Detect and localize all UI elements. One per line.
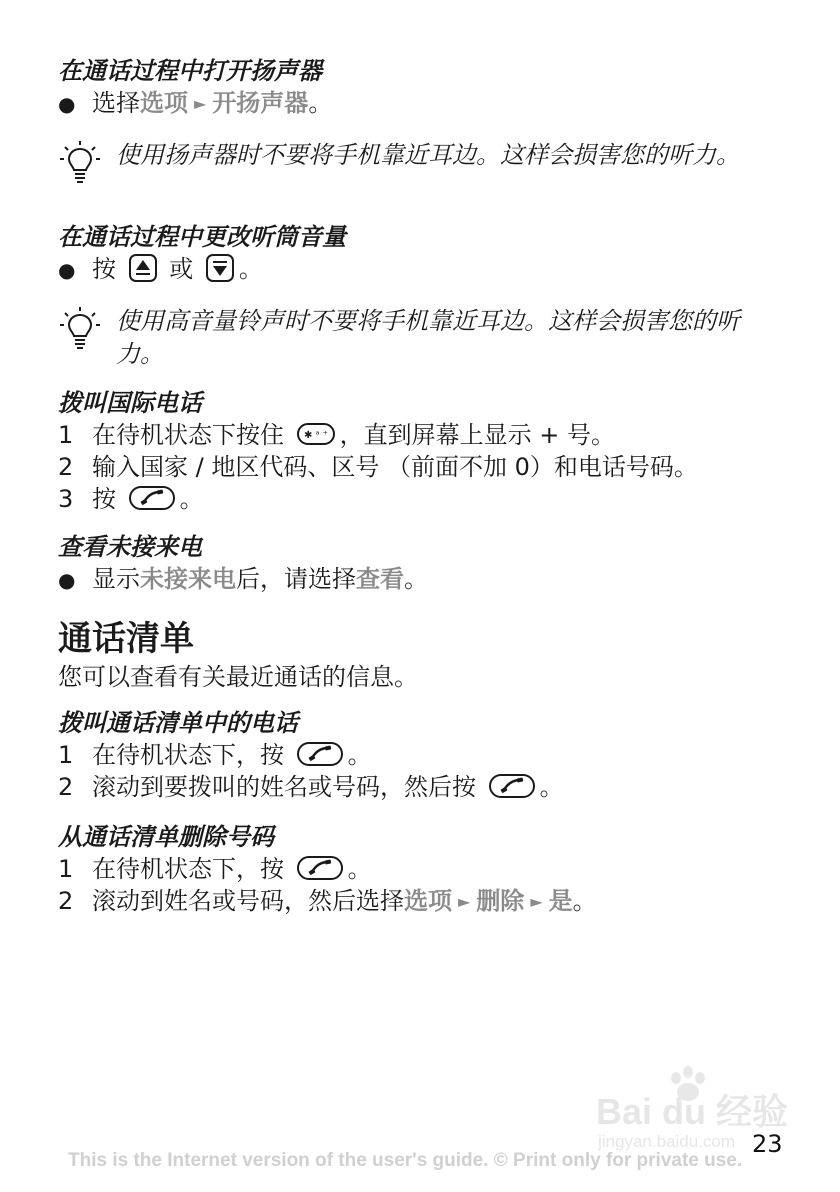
svg-text:✱ ᵃ ⁺: ✱ ᵃ ⁺: [303, 430, 328, 441]
section-title-dial-from-list: 拨叫通话清单中的电话: [58, 709, 298, 737]
step-text: 在待机状态下，按: [92, 855, 284, 883]
item-text: 选择: [92, 89, 140, 117]
bullet-item-missed: [58, 564, 428, 595]
step-text: 。: [347, 741, 372, 769]
item-end: 。: [308, 89, 333, 117]
arrow-icon: ►: [530, 892, 543, 911]
step-number: 3: [58, 485, 74, 513]
tip-text-volume: 使用高音量铃声时不要将手机靠近耳边。这样会损害您的听力。: [116, 307, 740, 368]
bullet-marker: ●: [58, 92, 76, 116]
menu-path-delete: 删除: [476, 887, 525, 915]
volume-up-key-icon: [128, 253, 158, 283]
section-title-international: 拨叫国际电话: [58, 389, 202, 417]
item-or: 或: [169, 255, 194, 283]
step-number: 2: [58, 453, 74, 481]
step-text: 。: [572, 887, 597, 915]
menu-path-yes: 是: [548, 887, 573, 915]
section-title-delete-from-list: 从通话清单删除号码: [58, 823, 274, 851]
call-list-intro: 您可以查看有关最近通话的信息。: [58, 663, 418, 691]
step-text: 输入国家 / 地区代码、区号 （前面不加 0）和电话号码。: [92, 453, 698, 481]
menu-path-missed-calls: 未接来电: [140, 565, 236, 593]
item-text: 后，请选择: [236, 565, 356, 593]
step-text: 。: [179, 485, 204, 513]
step-text: ，直到屏幕上显示 + 号。: [339, 421, 616, 449]
watermark-url: jingyan.baidu.com: [598, 1132, 736, 1151]
section-heading-call-list: 通话清单: [58, 619, 194, 659]
call-key-icon: [296, 741, 344, 767]
step-number: 1: [58, 855, 74, 883]
item-text: 显示: [92, 565, 140, 593]
step-text: 。: [539, 773, 564, 801]
step-item: [58, 484, 204, 514]
item-text: 按: [92, 255, 116, 283]
menu-path-options: 选项: [140, 89, 188, 117]
arrow-icon: ►: [458, 892, 471, 911]
step-item: [58, 740, 372, 770]
page-number: 23: [752, 1130, 783, 1158]
step-item: [58, 420, 615, 450]
call-key-icon: [128, 485, 176, 511]
watermark-logo-text: Bai du 经验: [596, 1091, 789, 1132]
step-number: 2: [58, 887, 74, 915]
call-key-icon: [296, 855, 344, 881]
bullet-item-speaker: [58, 88, 332, 121]
bullet-marker: ●: [58, 568, 76, 592]
step-number: 1: [58, 741, 74, 769]
bullet-item-volume: [58, 254, 263, 285]
item-end: 。: [238, 255, 263, 283]
step-text: 在待机状态下，按: [92, 741, 284, 769]
star-key-icon: [296, 422, 336, 446]
step-item: [58, 452, 698, 482]
call-key-icon: [488, 773, 536, 799]
tip-text-speaker: 使用扬声器时不要将手机靠近耳边。这样会损害您的听力。: [116, 141, 740, 169]
volume-down-key-icon: [205, 253, 235, 283]
step-text: 。: [347, 855, 372, 883]
step-number: 1: [58, 421, 74, 449]
arrow-icon: ►: [194, 94, 207, 113]
section-title-missed: 查看未接来电: [58, 533, 202, 561]
step-text: 在待机状态下按住: [92, 421, 284, 449]
lightbulb-tip-icon: [60, 140, 100, 186]
menu-path-speaker-on: 开扬声器: [212, 89, 309, 117]
bullet-marker: ●: [58, 258, 76, 282]
step-text: 按: [92, 485, 116, 513]
lightbulb-tip-icon: [60, 306, 100, 352]
step-item: [58, 854, 372, 884]
step-item: [58, 886, 597, 919]
step-item: [58, 772, 564, 802]
footer-note: This is the Internet version of the user's guide. © Print only for private use.: [68, 1150, 743, 1171]
section-title-speaker: 在通话过程中打开扬声器: [58, 57, 322, 85]
menu-path-options: 选项: [404, 887, 452, 915]
section-title-volume: 在通话过程中更改听筒音量: [58, 223, 346, 251]
item-end: 。: [404, 565, 428, 593]
step-text: 滚动到要拨叫的姓名或号码，然后按: [92, 773, 476, 801]
step-text: 滚动到姓名或号码，然后选择: [92, 887, 404, 915]
menu-path-view: 查看: [356, 565, 404, 593]
step-number: 2: [58, 773, 74, 801]
